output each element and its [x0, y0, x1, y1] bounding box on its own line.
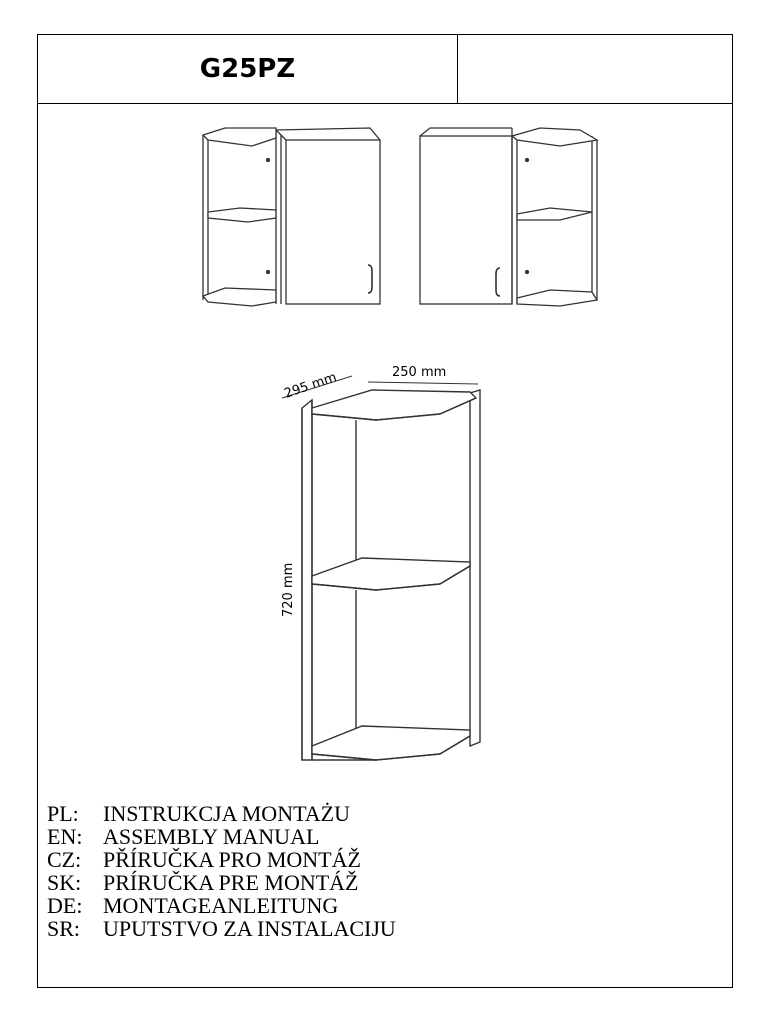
language-code: EN: [47, 824, 83, 849]
language-code: CZ: [47, 847, 82, 872]
manual-title-text: PŘÍRUČKA PRO MONTÁŽ [103, 847, 361, 872]
manual-title-sk [47, 871, 607, 894]
manual-title-text: ASSEMBLY MANUAL [103, 824, 320, 849]
manual-title-text: UPUTSTVO ZA INSTALACIJU [103, 916, 396, 941]
manual-title-de [47, 894, 607, 917]
dimension-drawing [282, 376, 480, 760]
language-code: DE: [47, 893, 83, 918]
cabinet-right-illustration [420, 128, 597, 306]
language-code: SK: [47, 870, 82, 895]
manual-title-cz [47, 848, 607, 871]
manual-title-pl [47, 802, 607, 825]
manual-title-text: MONTAGEANLEITUNG [103, 893, 339, 918]
dimension-width-label: 250 mm [392, 365, 447, 380]
manual-title-sr [47, 917, 607, 940]
dimension-depth-label: 295 mm [282, 369, 339, 402]
language-code: PL: [47, 801, 79, 826]
manual-title-en [47, 825, 607, 848]
manual-title-list [47, 802, 607, 940]
cabinet-left-illustration [203, 128, 380, 306]
manual-title-text: INSTRUKCJA MONTAŻU [103, 801, 350, 826]
manual-title-text: PRÍRUČKA PRE MONTÁŽ [103, 870, 359, 895]
product-code: G25PZ [38, 35, 458, 103]
dimension-height-label: 720 mm [281, 562, 296, 617]
language-code: SR: [47, 916, 81, 941]
